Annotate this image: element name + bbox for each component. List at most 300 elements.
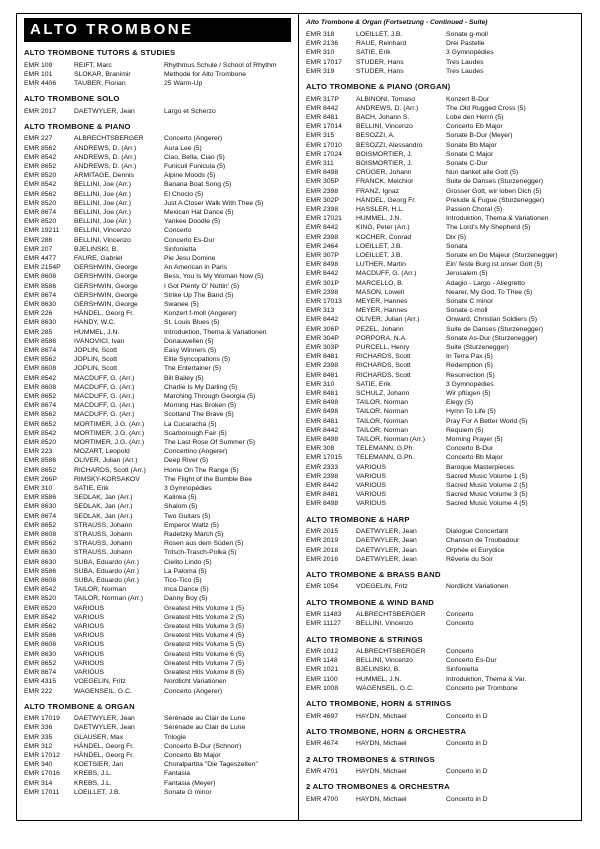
catalog-row	[306, 48, 574, 57]
ref-number: EMR 310	[24, 485, 53, 493]
catalog-row	[306, 315, 574, 324]
catalog-row	[24, 751, 291, 760]
catalog-row	[24, 107, 291, 116]
composer-name: JOPLIN, Scott	[74, 365, 118, 373]
catalog-row	[306, 536, 574, 545]
ref-number: EMR 8442	[306, 426, 339, 434]
composer-name: SUBA, Eduardo (Arr.)	[74, 577, 139, 585]
piece-title: Sonate c-moll	[446, 307, 488, 315]
page-title: ALTO TROMBONE	[24, 18, 291, 42]
composer-name: TAILOR, Norman	[356, 417, 408, 425]
composer-name: ALBRECHTSBERGER	[356, 648, 426, 656]
ref-number: EMR 304P	[306, 334, 339, 342]
piece-title: Sonata	[446, 242, 468, 250]
catalog-row	[306, 453, 574, 462]
composer-name: HUMMEL, J.N.	[356, 675, 402, 683]
composer-name: TELEMANN, G.Ph.	[356, 445, 415, 453]
catalog-row	[24, 687, 291, 696]
piece-title: Concerto (Angerer)	[164, 687, 223, 695]
catalog-row	[306, 122, 574, 131]
catalog-row	[306, 619, 574, 628]
piece-title: Sinfonietta	[446, 666, 479, 674]
catalog-row	[306, 279, 574, 288]
catalog-row	[306, 141, 574, 150]
piece-title: Fantasia (Meyer)	[164, 779, 216, 787]
ref-number: EMR 8586	[24, 567, 57, 575]
piece-title: Trilogie	[164, 733, 187, 741]
composer-name: ALBRECHTSBERGER	[356, 611, 426, 619]
composer-name: HÄNDEL, Georg Fr.	[74, 310, 135, 318]
composer-name: HASSLER, H.L.	[356, 205, 404, 213]
catalog-row	[24, 484, 291, 493]
ref-number: EMR 2018	[306, 546, 339, 554]
piece-title: Sacred Music Volume 3 (5)	[446, 491, 528, 499]
catalog-row	[306, 712, 574, 721]
composer-name: STUDER, Hans	[356, 67, 404, 75]
ref-number: EMR 315	[306, 132, 335, 140]
piece-title: Elegy (5)	[446, 399, 474, 407]
composer-name: MACDUFF, G. (Arr.)	[356, 270, 417, 278]
composer-name: BOISMORTIER, J.	[356, 150, 413, 158]
piece-title: La Paloma (5)	[164, 567, 207, 575]
catalog-row	[24, 438, 291, 447]
ref-number: EMR 2398	[306, 233, 339, 241]
ref-number: EMR 311	[306, 159, 334, 167]
piece-title: Wir pflügen (5)	[446, 390, 491, 398]
composer-name: STUDER, Hans	[356, 58, 404, 66]
catalog-row	[24, 79, 291, 88]
piece-title: Strike Up The Band (5)	[164, 291, 234, 299]
piece-title: Inca Dance (5)	[164, 586, 209, 594]
piece-title: Drei Pastelle	[446, 40, 485, 48]
composer-name: PURCELL, Henry	[356, 344, 410, 351]
piece-title: Morning Has Broken (5)	[164, 402, 237, 410]
composer-name: BELLINI, Vincenzo	[74, 236, 131, 244]
composer-name: BELLINI, Vincenzo	[356, 657, 413, 665]
ref-number: EMR 303P	[306, 344, 339, 351]
composer-name: STRAUSS, Johann	[74, 531, 133, 539]
composer-name: MOZART, Leopold	[74, 448, 130, 456]
piece-title: Nordlicht Variationen	[164, 678, 227, 686]
piece-title: Greatest Hits Volume 3 (5)	[164, 623, 245, 631]
catalog-row	[24, 677, 291, 686]
composer-name: DAETWYLER, Jean	[74, 715, 135, 723]
catalog-row	[306, 389, 574, 398]
composer-name: KING, Peter (Arr.)	[356, 224, 410, 232]
ref-number: EMR 8608	[24, 383, 57, 391]
piece-title: Rêverie du Soir	[446, 555, 493, 563]
piece-title: Concerto in D	[446, 712, 488, 720]
ref-number: EMR 4674	[306, 740, 339, 748]
catalog-row	[24, 723, 291, 732]
ref-number: EMR 1008	[306, 684, 339, 692]
piece-title: Pray For A Better World (5)	[446, 417, 528, 425]
catalog-row	[306, 665, 574, 674]
piece-title: Home On The Range (5)	[164, 466, 239, 474]
composer-name: HÄNDEL, Georg Fr.	[356, 196, 417, 204]
composer-name: PORPORA, N.A.	[356, 334, 407, 342]
ref-number: EMR 1054	[306, 583, 339, 591]
catalog-row	[306, 223, 574, 232]
section-heading: ALTO TROMBONE & WIND BAND	[306, 597, 435, 607]
composer-name: BELLINI, Joe (Arr.)	[74, 218, 132, 226]
catalog-row	[306, 490, 574, 499]
piece-title: Greatest Hits Volume 7 (5)	[164, 659, 245, 667]
catalog-row	[24, 190, 291, 199]
catalog-row	[306, 463, 574, 472]
composer-name: SATIE, Erik	[356, 380, 391, 388]
piece-title: Prelude & Fugue (Sturzenegger)	[446, 196, 545, 204]
ref-number: EMR 8498	[306, 500, 339, 508]
composer-name: DAETWYLER, Jean	[74, 107, 135, 115]
piece-title: Baroque Masterpieces	[446, 463, 515, 471]
composer-name: WAGENSEIL, G.C.	[356, 684, 414, 692]
piece-title: Onward, Christian Soldiers (5)	[446, 316, 538, 324]
ref-number: EMR 8498	[306, 399, 339, 407]
composer-name: SCHULZ, Johann	[356, 390, 410, 398]
piece-title: Tres Laudes	[446, 67, 484, 75]
piece-title: Ciao, Bella, Ciao (5)	[164, 153, 225, 161]
section-heading: ALTO TROMBONE & BRASS BAND	[306, 569, 441, 579]
ref-number: EMR 8481	[306, 113, 339, 121]
ref-number: EMR 8481	[306, 390, 339, 398]
catalog-row	[306, 58, 574, 67]
catalog-row	[24, 162, 291, 171]
composer-name: LOEILLET, J.B.	[356, 242, 403, 250]
composer-name: MACDUFF, G. (Arr.)	[74, 374, 135, 382]
composer-name: STRAUSS, Johann	[74, 521, 133, 529]
catalog-row	[24, 420, 291, 429]
ref-number: EMR 8630	[24, 650, 57, 658]
piece-title: Fantasia	[164, 770, 191, 778]
piece-title: Sonate en Do Majeur (Sturzenegger)	[446, 251, 558, 259]
composer-name: HÄNDEL, Georg Fr.	[74, 752, 135, 760]
composer-name: VARIOUS	[356, 482, 387, 490]
composer-name: TAILOR, Norman	[74, 586, 126, 594]
piece-title: Requiem (5)	[446, 426, 484, 434]
piece-title: El Choclo (5)	[164, 190, 204, 198]
composer-name: TAILOR, Norman (Arr.)	[356, 436, 425, 444]
catalog-row	[306, 398, 574, 407]
composer-name: VOEGELIN, Fritz	[74, 678, 126, 686]
section-heading: ALTO TROMBONE, HORN & ORCHESTRA	[306, 726, 467, 736]
composer-name: SUBA, Eduardo (Arr.)	[74, 567, 139, 575]
ref-number: EMR 2398	[306, 288, 339, 296]
catalog-row	[24, 548, 291, 557]
piece-title: Greatest Hits Volume 5 (5)	[164, 641, 245, 649]
catalog-row	[24, 263, 291, 272]
catalog-row	[24, 760, 291, 769]
piece-title: Concerto B-Dur	[446, 445, 494, 453]
composer-name: LUTHER, Martin	[356, 261, 406, 269]
catalog-row	[306, 684, 574, 693]
ref-number: EMR 222	[24, 687, 53, 695]
ref-number: EMR 11483	[306, 611, 342, 619]
composer-name: OLIVER, Julian (Arr.)	[74, 457, 138, 465]
composer-name: GERSHWIN, George	[74, 282, 138, 290]
ref-number: EMR 207	[24, 245, 53, 253]
piece-title: Scotland The Brave (5)	[164, 411, 234, 419]
ref-number: EMR 8586	[24, 337, 57, 345]
ref-number: EMR 109	[24, 61, 53, 69]
section-heading: ALTO TROMBONE & HARP	[306, 514, 410, 524]
composer-name: MACDUFF, G. (Arr.)	[74, 411, 135, 419]
composer-name: ARMITAGE, Dennis	[74, 172, 134, 180]
composer-name: JOPLIN, Scott	[74, 356, 118, 364]
catalog-row	[306, 288, 574, 297]
piece-title: Yankee Doodle (5)	[164, 218, 221, 226]
ref-number: EMR 8542	[24, 181, 57, 189]
ref-number: EMR 4315	[24, 678, 57, 686]
piece-title: Concerto	[446, 620, 474, 628]
composer-name: GERSHWIN, George	[74, 264, 138, 272]
piece-title: Sonate Bb Major	[446, 141, 497, 149]
ref-number: EMR 1012	[306, 648, 339, 656]
ref-number: EMR 2019	[306, 537, 339, 545]
piece-title: Greatest Hits Volume 8 (5)	[164, 669, 245, 677]
piece-title: Elite Syncopations (5)	[164, 356, 231, 364]
ref-number: EMR 227	[24, 135, 53, 143]
piece-title: Concerto per Trombone	[446, 684, 518, 692]
catalog-row	[24, 650, 291, 659]
catalog-row	[24, 631, 291, 640]
piece-title: Danny Boy (5)	[164, 595, 208, 603]
piece-title: 3 Gymnopédies	[446, 380, 494, 388]
piece-title: Suite de Danses (Sturzenegger)	[446, 178, 544, 186]
piece-title: Pie Jesu Domine	[164, 254, 216, 262]
section-heading: ALTO TROMBONE & PIANO	[24, 121, 131, 131]
catalog-row	[306, 435, 574, 444]
ref-number: EMR 2015	[306, 528, 339, 536]
catalog-row	[306, 582, 574, 591]
piece-title: An American in Paris	[164, 264, 228, 272]
composer-name: RIMSKY-KORSAKOV	[74, 475, 140, 483]
catalog-row	[306, 297, 574, 306]
catalog-row	[24, 401, 291, 410]
piece-title: Jerusalem (5)	[446, 270, 488, 278]
piece-title: Marching Through Georgia (5)	[164, 393, 256, 400]
catalog-row	[306, 196, 574, 205]
composer-name: BJELINSKI, B.	[74, 245, 119, 253]
piece-title: Concerto Eb Major	[446, 123, 503, 131]
piece-title: Chanson de Troubadour	[446, 537, 520, 545]
piece-title: The Flight of the Bumble Bee	[164, 475, 253, 483]
composer-name: GERSHWIN, George	[74, 273, 138, 281]
composer-name: MACDUFF, G. (Arr.)	[74, 402, 135, 410]
ref-number: EMR 307P	[306, 251, 339, 259]
ref-number: EMR 17010	[306, 141, 342, 149]
catalog-row	[306, 352, 574, 361]
composer-name: TAILOR, Norman	[356, 399, 408, 407]
catalog-row	[306, 656, 574, 665]
composer-name: STRAUSS, Johann	[74, 549, 133, 557]
piece-title: 3 Gymnopédies	[164, 485, 212, 493]
composer-name: RICHARDS, Scott	[356, 371, 411, 379]
ref-number: EMR 8562	[24, 190, 57, 198]
catalog-row	[24, 604, 291, 613]
ref-number: EMR 8562	[24, 411, 57, 419]
catalog-row	[306, 767, 574, 776]
composer-name: FAURE, Gabriel	[74, 254, 123, 262]
composer-name: SLOKAR, Branimir	[74, 70, 131, 78]
catalog-row	[24, 475, 291, 484]
catalog-row	[306, 159, 574, 168]
ref-number: EMR 8542	[24, 374, 57, 382]
catalog-row	[306, 269, 574, 278]
ref-number: EMR 8630	[24, 503, 57, 511]
catalog-row	[306, 361, 574, 370]
ref-number: EMR 8442	[306, 270, 339, 278]
ref-number: EMR 8542	[24, 586, 57, 594]
ref-number: EMR 1021	[306, 666, 339, 674]
ref-number: EMR 301P	[306, 279, 339, 287]
ref-number: EMR 2398	[306, 205, 339, 213]
composer-name: HUMMEL, J.N.	[74, 328, 120, 336]
ref-number: EMR 17013	[306, 297, 342, 305]
ref-number: EMR 8542	[24, 153, 57, 161]
ref-number: EMR 8481	[306, 353, 339, 361]
piece-title: Lobe den Herrn (5)	[446, 113, 504, 121]
ref-number: EMR 8520	[24, 595, 57, 603]
ref-number: EMR 314	[24, 779, 53, 787]
composer-name: SEDLAK, Jan (Arr.)	[74, 503, 133, 511]
catalog-row	[24, 447, 291, 456]
ref-number: EMR 17016	[24, 770, 60, 778]
ref-number: EMR 2398	[306, 472, 339, 480]
piece-title: Mexican Hat Dance (5)	[164, 208, 234, 216]
piece-title: Aura Lee (5)	[164, 144, 202, 152]
ref-number: EMR 308	[306, 445, 335, 453]
ref-number: EMR 313	[306, 307, 335, 315]
ref-number: EMR 17015	[306, 454, 342, 462]
ref-number: EMR 1100	[306, 675, 338, 683]
catalog-row	[306, 739, 574, 748]
piece-title: Greatest Hits Volume 6 (5)	[164, 650, 245, 658]
catalog-row	[24, 576, 291, 585]
composer-name: VARIOUS	[74, 669, 105, 677]
composer-name: VARIOUS	[74, 604, 105, 612]
piece-title: Nun danket alle Gott (5)	[446, 169, 519, 177]
piece-title: Greatest Hits Volume 2 (5)	[164, 613, 245, 621]
ref-number: EMR 8674	[24, 402, 57, 410]
piece-title: Funiculi Funicula (5)	[164, 162, 226, 170]
catalog-row	[24, 512, 291, 521]
composer-name: GLAUSER, Max	[74, 733, 124, 741]
catalog-row	[24, 171, 291, 180]
composer-name: VARIOUS	[74, 641, 105, 649]
ref-number: EMR 2333	[306, 463, 339, 471]
composer-name: BOISMORTIER, J.	[356, 159, 413, 167]
composer-name: DAETWYLER, Jean	[356, 528, 417, 536]
catalog-row	[306, 39, 574, 48]
composer-name: PEZEL, Johann	[356, 325, 404, 333]
composer-name: JOPLIN, Scott	[74, 346, 118, 354]
composer-name: TAUBER, Florian	[74, 79, 126, 87]
ref-number: EMR 8674	[24, 208, 57, 216]
catalog-row	[24, 291, 291, 300]
ref-number: EMR 319	[306, 67, 335, 75]
catalog-row	[24, 61, 291, 70]
ref-number: EMR 8608	[24, 641, 57, 649]
piece-title: The Old Rugged Cross (5)	[446, 104, 526, 112]
composer-name: DAETWYLER, Jean	[74, 724, 135, 732]
piece-title: Cielito Lindo (5)	[164, 558, 212, 566]
catalog-row	[24, 392, 291, 401]
ref-number: EMR 317P	[306, 95, 339, 103]
ref-number: EMR 8562	[24, 356, 57, 364]
piece-title: The Entertainer (5)	[164, 365, 222, 373]
composer-name: HAYDN, Michael	[356, 768, 407, 775]
catalog-row	[24, 714, 291, 723]
section-heading: 2 ALTO TROMBONES & ORCHESTRA	[306, 782, 450, 792]
ref-number: EMR 286	[24, 236, 53, 244]
piece-title: Greatest Hits Volume 4 (5)	[164, 632, 245, 640]
piece-title: Introduktion, Thema & Variationen	[164, 328, 267, 336]
catalog-row	[24, 70, 291, 79]
ref-number: EMR 8586	[24, 632, 57, 640]
ref-number: EMR 17021	[306, 215, 342, 223]
ref-number: EMR 8442	[306, 482, 339, 490]
composer-name: ANDREWS, D. (Arr.)	[74, 153, 137, 161]
piece-title: Charlie Is My Darling (5)	[164, 383, 238, 391]
piece-title: Suite (Sturzenegger)	[446, 344, 509, 351]
ref-number: EMR 266P	[24, 475, 57, 483]
piece-title: Nearer, My God, To Thee (5)	[446, 288, 533, 296]
composer-name: IVANOVICI, Ivan	[74, 337, 125, 345]
piece-title: Sacred Music Volume 1 (5)	[446, 472, 528, 480]
piece-title: Radetzky March (5)	[164, 531, 224, 539]
piece-title: I Got Plenty O' Nuttin' (5)	[164, 282, 240, 290]
piece-title: Sonate g-moll	[446, 31, 488, 38]
ref-number: EMR 8608	[24, 365, 57, 373]
composer-name: FRANCK, Melchior	[356, 178, 414, 186]
catalog-row	[306, 555, 574, 564]
ref-number: EMR 8520	[24, 439, 57, 447]
section-heading: ALTO TROMBONE SOLO	[24, 94, 120, 104]
catalog-row	[306, 251, 574, 260]
piece-title: Concertino (Angerer)	[164, 448, 228, 456]
catalog-row	[306, 242, 574, 251]
piece-title: Sérénade au Clair de Lune	[164, 715, 246, 723]
ref-number: EMR 8630	[24, 549, 57, 557]
catalog-row	[24, 134, 291, 143]
catalog-row	[24, 208, 291, 217]
ref-number: EMR 4406	[24, 79, 57, 87]
ref-number: EMR 340	[24, 761, 53, 769]
piece-title: Passion Choral (5)	[446, 205, 503, 213]
ref-number: EMR 8674	[24, 346, 57, 354]
catalog-row	[306, 113, 574, 122]
composer-name: VARIOUS	[74, 613, 105, 621]
ref-number: EMR 8630	[24, 558, 57, 566]
composer-name: ANDREWS, D. (Arr.)	[356, 104, 419, 112]
section-heading: ALTO TROMBONE & PIANO (ORGAN)	[306, 82, 451, 92]
ref-number: EMR 4701	[306, 768, 339, 775]
ref-number: EMR 8520	[24, 218, 57, 226]
composer-name: MORTIMER, J.G. (Arr.)	[74, 439, 145, 447]
ref-number: EMR 4700	[306, 795, 339, 803]
composer-name: SEDLAK, Jan (Arr.)	[74, 494, 133, 502]
ref-number: EMR 17019	[24, 715, 60, 723]
composer-name: ALBINONI, Tomaso	[356, 95, 416, 103]
piece-title: Concerto Es-Dur	[164, 236, 215, 244]
ref-number: EMR 310	[306, 49, 335, 57]
catalog-row	[306, 334, 574, 343]
catalog-row	[306, 67, 574, 76]
ref-number: EMR 312	[24, 742, 53, 750]
composer-name: DAETWYLER, Jean	[356, 546, 417, 554]
composer-name: ALBRECHTSBERGER	[74, 135, 144, 143]
